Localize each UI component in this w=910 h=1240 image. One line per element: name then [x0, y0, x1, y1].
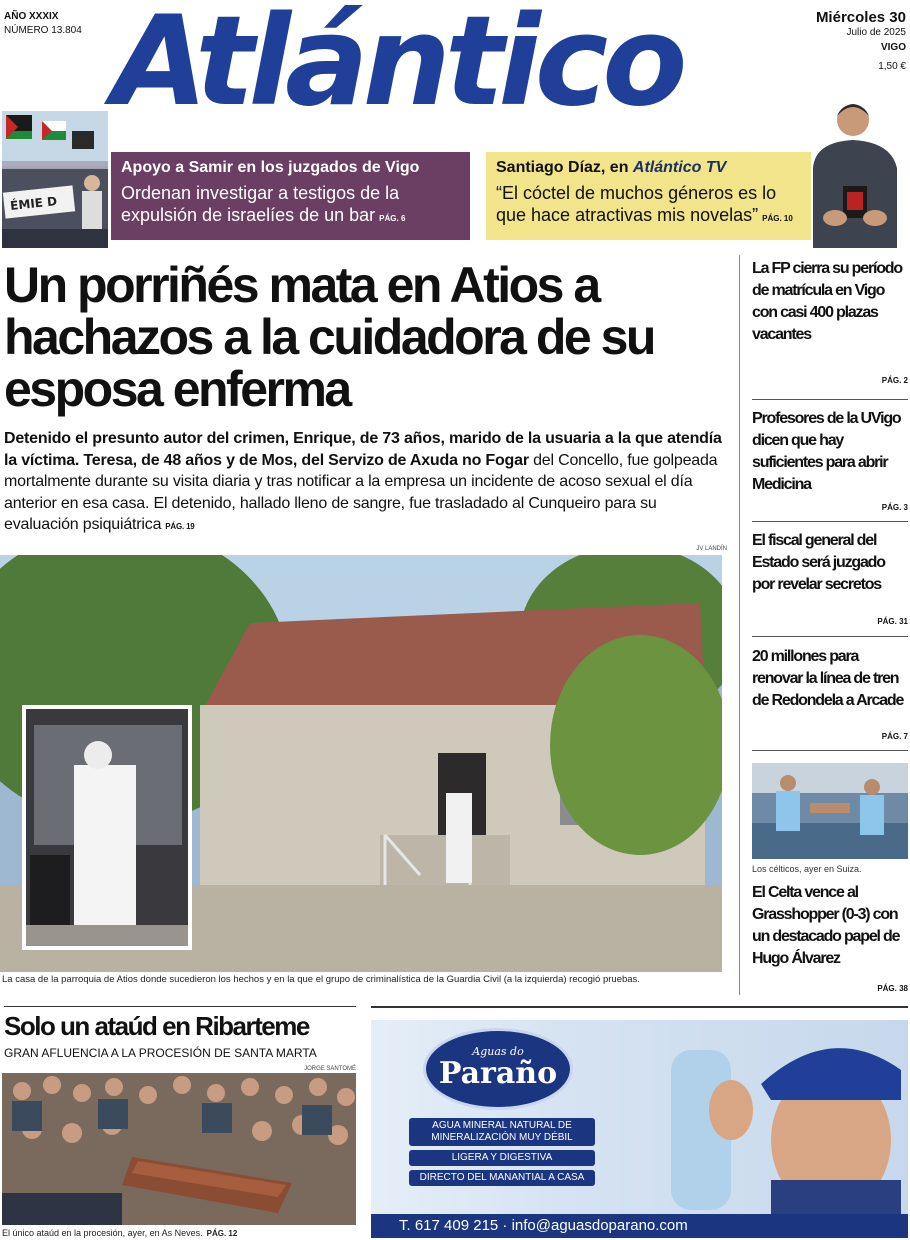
page-ref: PÁG. 31 — [877, 617, 908, 626]
page-ref: PÁG. 19 — [165, 522, 195, 531]
photo-credit: JV LANDÍN — [696, 546, 727, 552]
issue-number: NÚMERO 13.804 — [4, 25, 82, 36]
year-label: AÑO XXXIX — [4, 11, 59, 22]
teaser-santiago-diaz[interactable] — [486, 152, 811, 240]
brief-celta-grasshopper[interactable]: El Celta vence al Grasshopper (0-3) con un destacado papel de Hugo Álvarez — [752, 884, 900, 967]
brief-divider — [752, 521, 908, 522]
ad-claim-manantial: DIRECTO DEL MANANTIAL A CASA — [409, 1170, 595, 1186]
brief-fiscal-general[interactable]: El fiscal general del Estado será juzgado por revelar secretos — [752, 532, 885, 593]
brief-fp-matricula[interactable]: La FP cierra su período de matrícula en Vigo con casi 400 plazas vacantes — [752, 260, 902, 343]
issue-day: Miércoles 30 — [815, 9, 906, 26]
teaser-text: “El cóctel de muchos géneros es lo que hace atractivas mis novelas” — [496, 183, 777, 225]
teaser-kicker: Santiago Díaz, en — [496, 159, 633, 176]
photo-credit: JORGE SANTOMÉ — [304, 1066, 356, 1072]
brief-divider — [752, 636, 908, 637]
masthead-meta-left — [4, 10, 114, 38]
caption-text: El único ataúd en la procesión, ayer, en As Neves. — [2, 1228, 203, 1238]
main-headline[interactable]: Un porriñés mata en Atios a hachazos a la cuidadora de su esposa enferma — [4, 257, 654, 417]
ad-brand-top: Aguas do — [472, 1045, 524, 1058]
page-ref: PÁG. 10 — [762, 214, 793, 223]
teaser-kicker: Apoyo a Samir en los juzgados de Vigo — [121, 159, 420, 176]
protest-photo — [2, 111, 108, 248]
ad-contact-bar[interactable]: T. 617 409 215 · info@aguasdoparano.com — [371, 1214, 908, 1238]
page-ref: PÁG. 38 — [877, 984, 908, 993]
masthead-meta-right — [796, 10, 906, 74]
deck-bold: Detenido el presunto autor del crimen, Enrique, de 73 años, marido de la usuaria a la que atendía la víctima. Teresa, de 48 años y de Mos, del Servizo de Axuda no Fogar — [4, 430, 722, 469]
newspaper-logo: Atlántico — [112, 0, 682, 134]
procession-photo — [2, 1073, 356, 1225]
page-ref: PÁG. 6 — [379, 214, 406, 223]
main-photo-caption: La casa de la parroquia de Atios donde sucedieron los hechos y en la que el grupo de criminalística de la Guardia Civil (a la izquierda) recogió pruebas. — [2, 974, 640, 985]
tv-brand: Atlántico TV — [632, 159, 727, 176]
issue-date: Julio de 2025 — [846, 27, 906, 38]
author-portrait — [805, 98, 907, 248]
celta-photo-caption: Los célticos, ayer en Suiza. — [752, 864, 862, 874]
celta-players-photo — [752, 763, 908, 859]
main-deck — [4, 428, 729, 538]
page-ref: PÁG. 2 — [881, 376, 908, 385]
ribarteme-caption — [2, 1228, 356, 1238]
ad-claim-ligera: LIGERA Y DIGESTIVA — [409, 1150, 595, 1166]
deck-text: del Concello, fue golpeada mortalmente durante su visita diaria y tras notificar a la empresa un incidente de acoso sexual el día anterior en esa casa. El detenido, hallado lleno de sangre, fue trasladado al Cunqueiro para su evaluación psiquiátrica — [4, 451, 718, 533]
ad-claim-mineral: AGUA MINERAL NATURAL DE MINERALIZACIÓN MUY DÉBIL — [409, 1118, 595, 1146]
ad-divider — [371, 1006, 908, 1008]
edition-label: VIGO — [880, 42, 906, 53]
column-divider — [739, 255, 740, 995]
ad-model-photo — [651, 1020, 908, 1214]
brief-uvigo-medicina[interactable]: Profesores de la UVigo dicen que hay suficientes para abrir Medicina — [752, 410, 901, 493]
ribarteme-headline[interactable]: Solo un ataúd en Ribarteme — [4, 1011, 309, 1041]
crime-scene-photo — [0, 555, 722, 972]
section-divider — [4, 1006, 356, 1007]
price-label: 1,50 € — [878, 61, 906, 72]
page-ref: PÁG. 7 — [881, 732, 908, 741]
ad-brand-logo — [423, 1028, 573, 1110]
brief-divider — [752, 750, 908, 751]
page-ref: PÁG. 12 — [206, 1229, 238, 1238]
svg-text:ÉMIE D: ÉMIE D — [9, 194, 58, 213]
brief-tren-redondela[interactable]: 20 millones para renovar la línea de tren de Redondela a Arcade — [752, 648, 904, 709]
ribarteme-subtitle: GRAN AFLUENCIA A LA PROCESIÓN DE SANTA MARTA — [4, 1046, 317, 1060]
teaser-text: Ordenan investigar a testigos de la expulsión de israelíes de un bar — [121, 183, 400, 225]
teaser-samir[interactable] — [111, 152, 470, 240]
brief-divider — [752, 399, 908, 400]
advertisement-aguas-do-parano[interactable] — [371, 1020, 908, 1238]
page-ref: PÁG. 3 — [881, 503, 908, 512]
ad-brand-name: Paraño — [438, 1056, 558, 1091]
